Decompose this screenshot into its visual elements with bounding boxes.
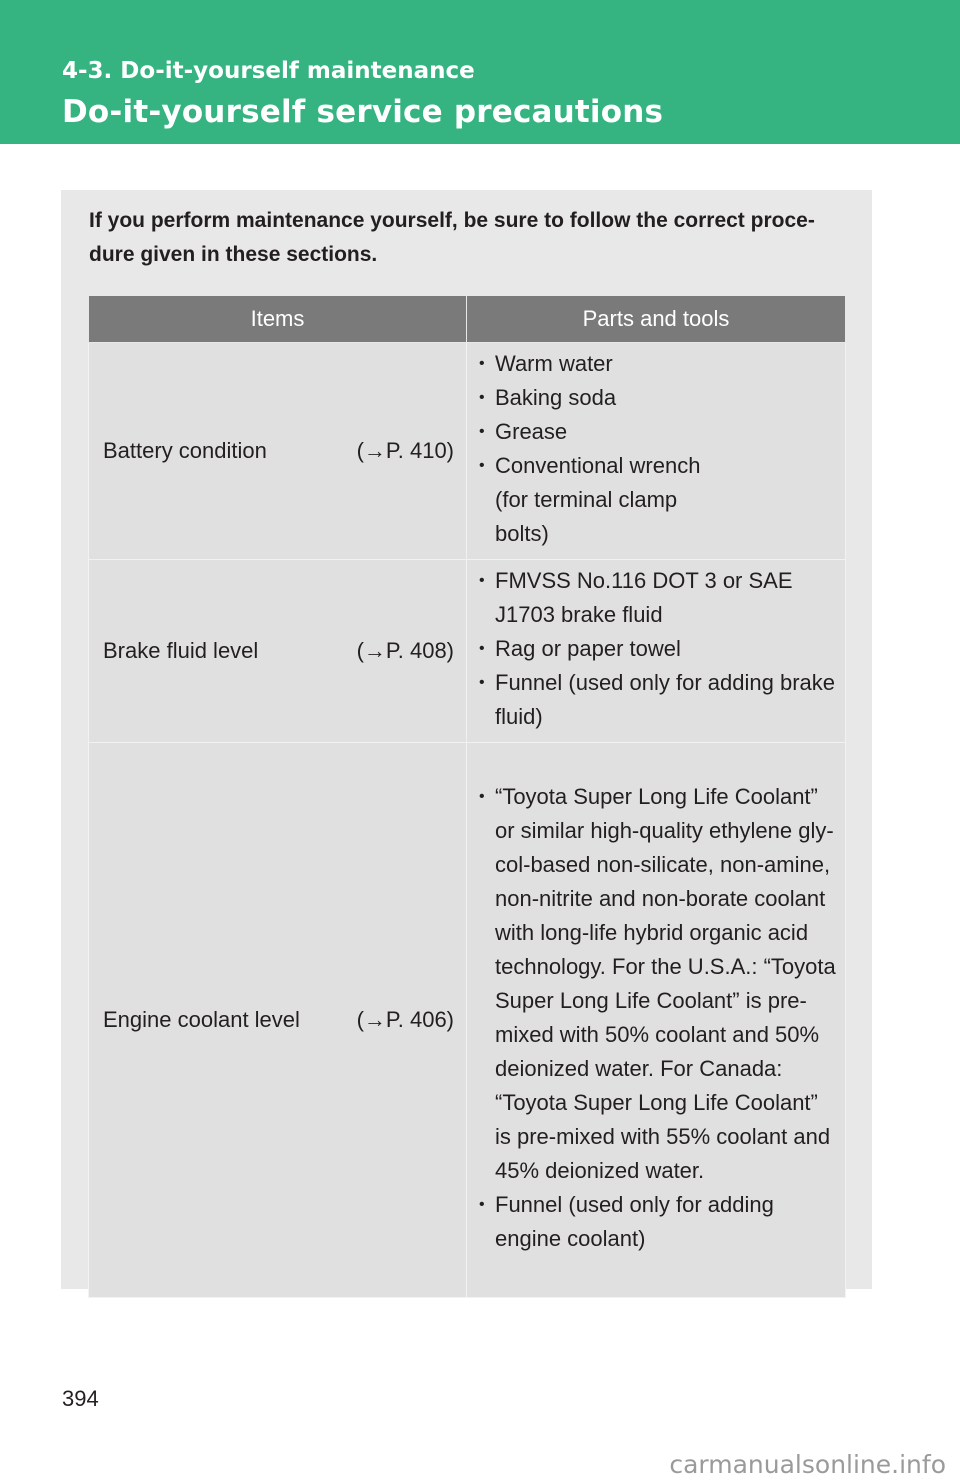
table-row [89, 743, 846, 1298]
tool-item: • Rag or paper towel [479, 632, 839, 666]
item-cell [89, 560, 467, 743]
item-label: Brake fluid level [103, 638, 259, 663]
tool-item: • Warm water [479, 347, 839, 381]
table-header-row [89, 296, 846, 343]
table-row [89, 343, 846, 560]
tool-item: • Funnel (used only for adding brake fluid) [479, 666, 839, 734]
tool-item: • Conventional wrench (for terminal clamp bolts) [479, 449, 725, 551]
page-title: Do-it-yourself service precautions [62, 94, 664, 130]
page-reference: (→P. 408) [356, 638, 454, 663]
tool-item: • “Toyota Super Long Life Coolant” or similar high-quality ethylene gly-col-based non-silicate, non-amine, non-nitrite and non-borate coolant with long-life hybrid organic acid technology. For the U.S.A.: “Toyota Super Long Life Coolant” is pre-mixed with 50% coolant and 50% deionized water. For Canada: “Toyota Super Long Life Coolant” is pre-mixed with 55% coolant and 45% deionized water. [479, 780, 839, 1188]
tool-list [479, 564, 839, 734]
content-panel [61, 190, 872, 1289]
section-label: 4-3. Do-it-yourself maintenance [62, 58, 475, 84]
maintenance-table [88, 295, 846, 1298]
column-header-items: Items [89, 296, 467, 343]
tools-cell [467, 343, 846, 560]
page-reference: (→P. 410) [356, 438, 454, 463]
header-bar [0, 0, 960, 144]
tools-cell [467, 560, 846, 743]
intro-text: If you perform maintenance yourself, be sure to follow the correct proce-dure given in these sections. [89, 209, 815, 266]
tool-item: • Funnel (used only for adding engine coolant) [479, 1188, 839, 1256]
item-label: Engine coolant level [103, 1007, 300, 1032]
page-number: 394 [62, 1386, 99, 1411]
tool-item: • FMVSS No.116 DOT 3 or SAE J1703 brake fluid [479, 564, 795, 632]
tool-item: • Baking soda [479, 381, 839, 415]
column-header-parts: Parts and tools [467, 296, 846, 343]
tools-cell [467, 743, 846, 1298]
tool-list [479, 347, 839, 551]
page-reference: (→P. 406) [356, 1007, 454, 1032]
watermark: carmanualsonline.info [669, 1450, 946, 1479]
item-cell [89, 743, 467, 1298]
tool-item: • Grease [479, 415, 839, 449]
item-label: Battery condition [103, 438, 267, 463]
table-row [89, 560, 846, 743]
tool-list [479, 780, 839, 1256]
item-cell [89, 343, 467, 560]
